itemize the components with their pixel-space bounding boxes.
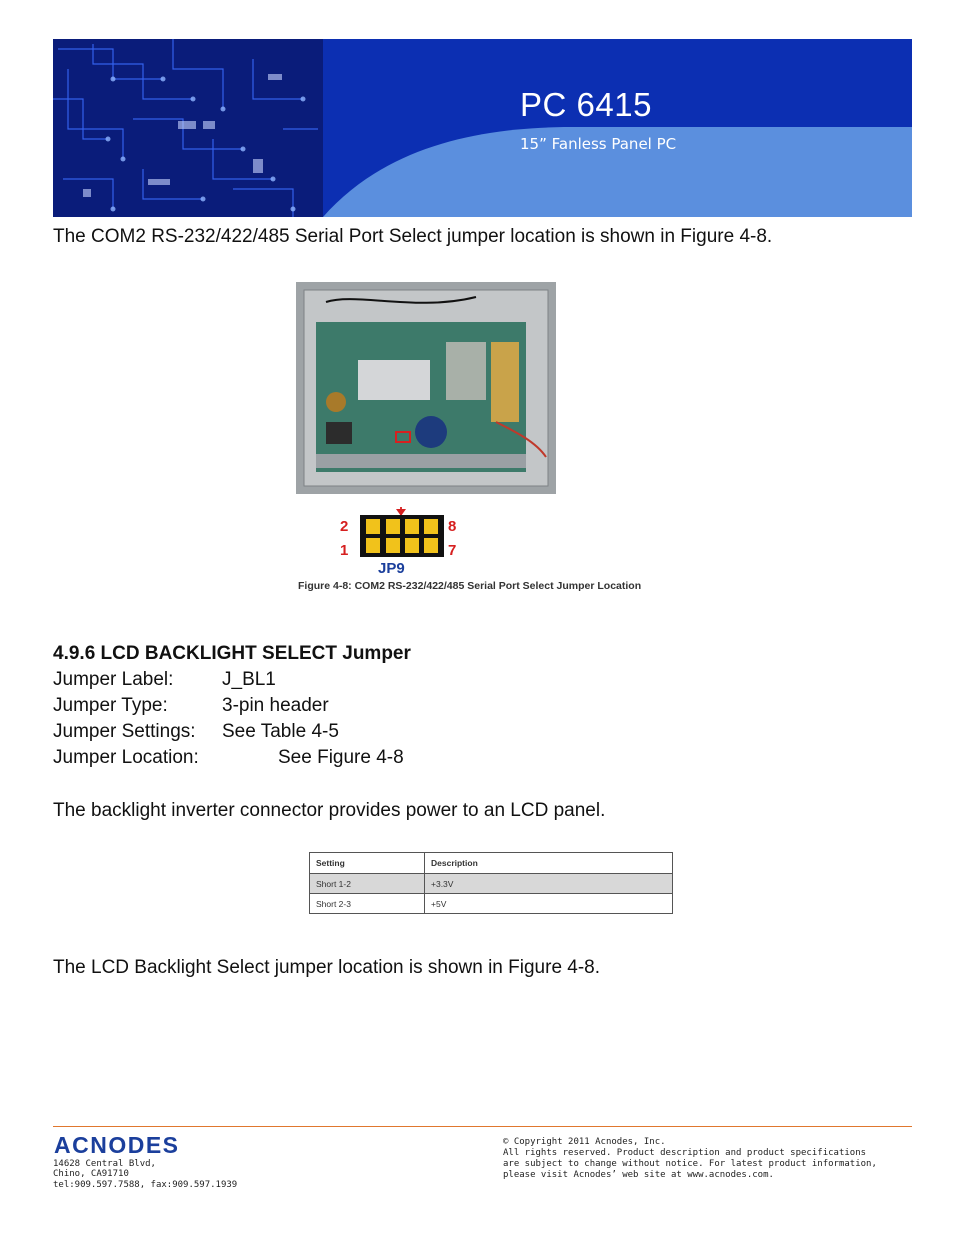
- pin-label-1: 1: [340, 542, 349, 559]
- address-line-1: 14628 Central Blvd,: [53, 1159, 156, 1169]
- table-cell-setting: Short 2-3: [310, 894, 425, 914]
- spec-label-jumper-label: Jumper Label:: [53, 669, 174, 690]
- intro-paragraph: The COM2 RS-232/422/485 Serial Port Select jumper location is shown in Figure 4-8.: [53, 226, 773, 247]
- copyright-line-4: please visit Acnodes’ web site at www.acnodes.com.: [503, 1170, 774, 1180]
- product-title: PC 6415: [520, 86, 652, 123]
- spec-value-jumper-settings: See Table 4-5: [222, 721, 339, 742]
- spec-label-jumper-settings: Jumper Settings:: [53, 721, 196, 742]
- spec-value-jumper-location: See Figure 4-8: [278, 747, 404, 768]
- product-subtitle: 15” Fanless Panel PC: [520, 135, 677, 153]
- acnodes-logo: [54, 1133, 210, 1155]
- header-banner: [53, 39, 912, 217]
- section-heading: 4.9.6 LCD BACKLIGHT SELECT Jumper: [53, 643, 411, 664]
- banner-curve-shape: [53, 39, 912, 217]
- table-header-row: [310, 853, 673, 874]
- jumper-name-label: JP9: [378, 560, 405, 575]
- table-row: [310, 874, 673, 894]
- table-header-description: Description: [425, 853, 673, 874]
- pin-label-7: 7: [448, 542, 457, 559]
- spec-value-jumper-type: 3-pin header: [222, 695, 329, 716]
- table-header-setting: Setting: [310, 853, 425, 874]
- table-cell-description: +5V: [425, 894, 673, 914]
- table-cell-description: +3.3V: [425, 874, 673, 894]
- pin-label-2: 2: [340, 518, 349, 535]
- settings-table: [309, 852, 673, 914]
- footer-divider: [53, 1126, 912, 1127]
- copyright-line-3: are subject to change without notice. For latest product information,: [503, 1159, 877, 1169]
- description-paragraph: The backlight inverter connector provides power to an LCD panel.: [53, 800, 606, 821]
- table-row: [310, 894, 673, 914]
- table-cell-setting: Short 1-2: [310, 874, 425, 894]
- address-line-3: tel:909.597.7588, fax:909.597.1939: [53, 1180, 238, 1190]
- spec-label-jumper-location: Jumper Location:: [53, 747, 199, 768]
- copyright-line-2: All rights reserved. Product description and product specifications: [503, 1148, 867, 1158]
- address-line-2: Chino, CA91710: [53, 1169, 129, 1179]
- pin-label-8: 8: [448, 518, 457, 535]
- copyright-line-1: © Copyright 2011 Acnodes, Inc.: [503, 1137, 666, 1147]
- logo-text: ACNODES: [54, 1133, 180, 1155]
- board-photo: [296, 282, 556, 494]
- closing-paragraph: The LCD Backlight Select jumper location is shown in Figure 4-8.: [53, 957, 601, 978]
- spec-value-jumper-label: J_BL1: [222, 669, 276, 690]
- spec-label-jumper-type: Jumper Type:: [53, 695, 168, 716]
- jp9-jumper-diagram: [338, 507, 463, 575]
- figure-caption: Figure 4-8: COM2 RS-232/422/485 Serial Port Select Jumper Location: [298, 580, 642, 592]
